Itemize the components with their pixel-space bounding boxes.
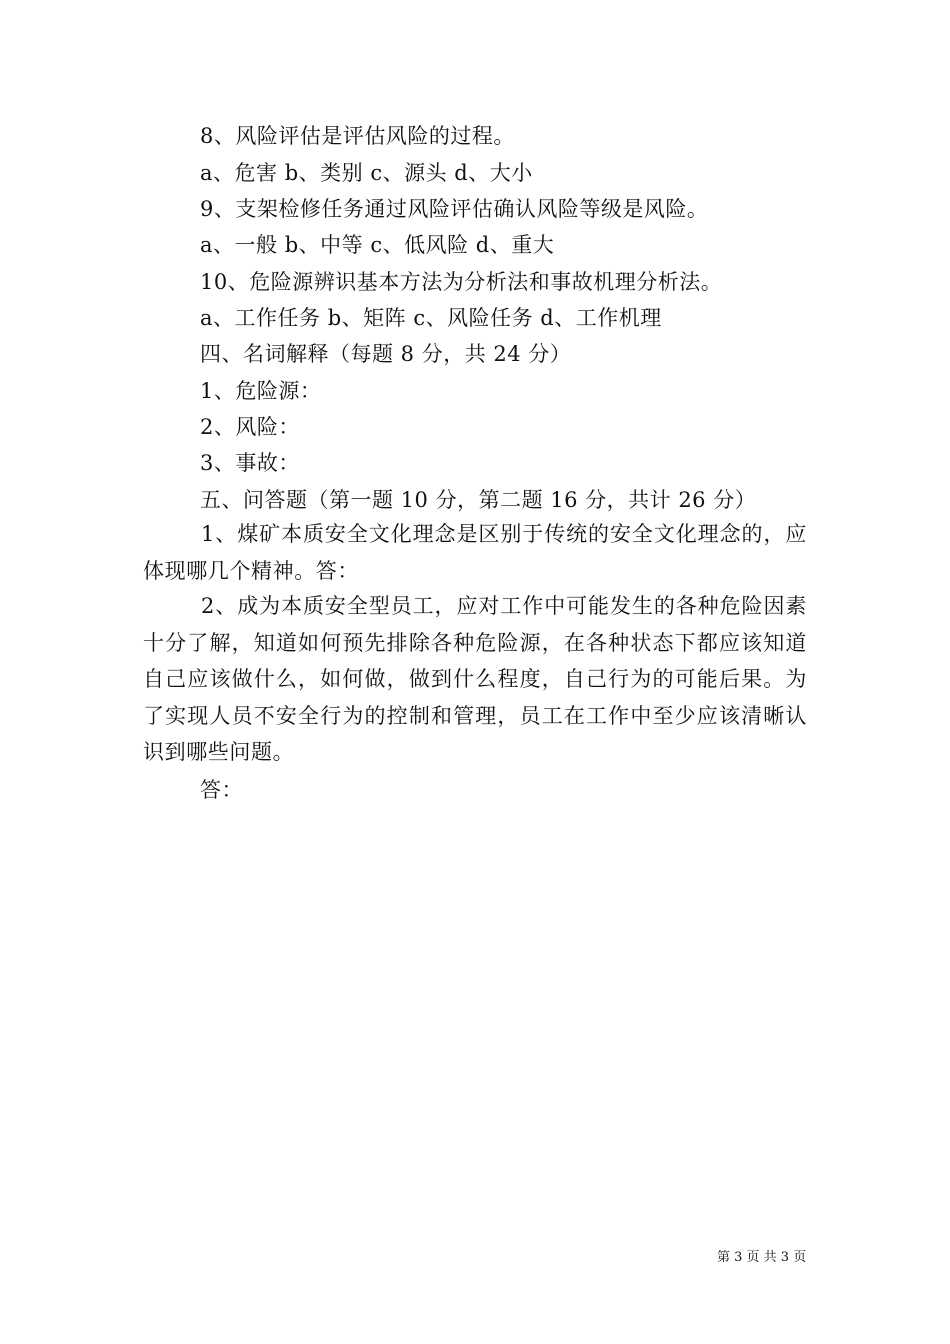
term-accident: 3、事故：: [200, 451, 300, 475]
question-9: 9、支架检修任务通过风险评估确认风险等级是风险。: [200, 197, 709, 221]
question-10: 10、危险源辨识基本方法为分析法和事故机理分析法。: [200, 270, 723, 294]
qa-question-1: 1、煤矿本质安全文化理念是区别于传统的安全文化理念的，应体现哪几个精神。答：: [143, 522, 807, 583]
question-10-options: a、工作任务 b、矩阵 c、风险任务 d、工作机理: [200, 306, 662, 330]
page-footer: 第 3 页 共 3 页: [717, 1250, 807, 1265]
term-hazard-source: 1、危险源：: [200, 379, 322, 403]
qa-question-2: 2、成为本质安全型员工，应对工作中可能发生的各种危险因素十分了解，知道如何预先排除各种危险源，在各种状态下都应该知道自己应该做什么，如何做，做到什么程度，自己行为的可能后果。为了实现人员不安全行为的控制和管理，员工在工作中至少应该清晰认识到哪些问题。: [143, 594, 807, 764]
section-5-heading: 五、问答题（第一题 10 分，第二题 16 分，共计 26 分）: [200, 488, 757, 512]
section-4-heading: 四、名词解释（每题 8 分，共 24 分）: [200, 342, 572, 366]
question-8-options: a、危害 b、类别 c、源头 d、大小: [200, 161, 533, 185]
term-risk: 2、风险：: [200, 415, 300, 439]
answer-label: 答：: [200, 778, 243, 802]
question-9-options: a、一般 b、中等 c、低风险 d、重大: [200, 233, 555, 257]
question-8: 8、风险评估是评估风险的过程。: [200, 124, 515, 148]
